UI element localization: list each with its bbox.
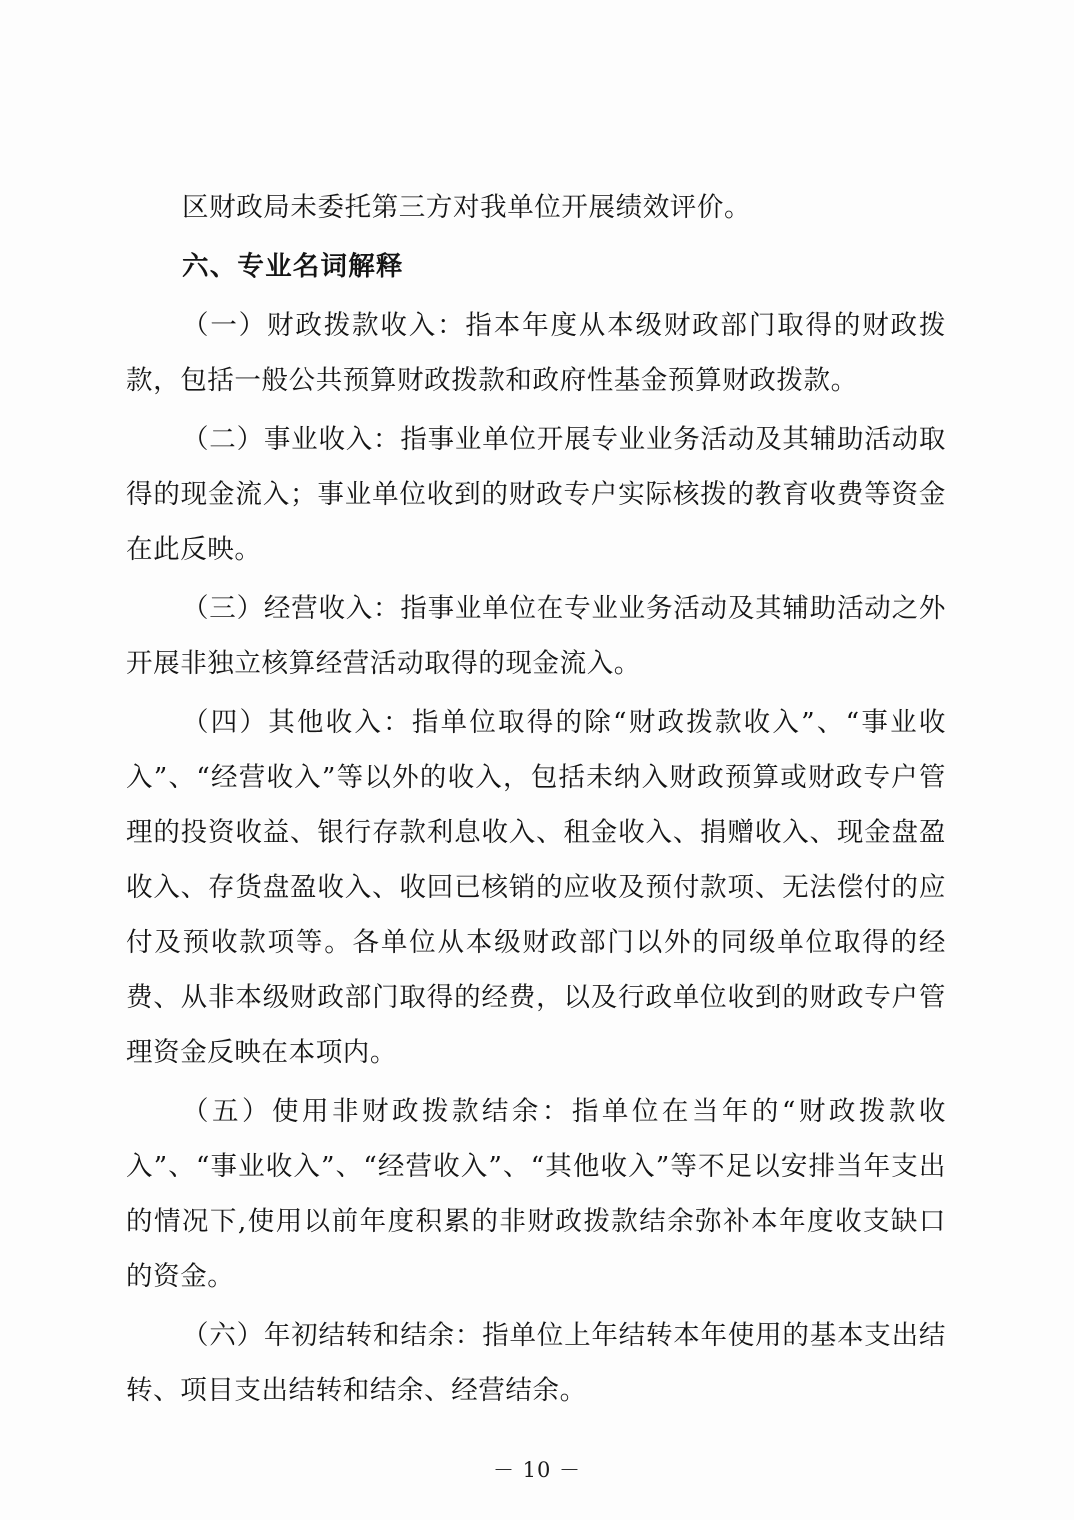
page-number: － 10 －	[492, 1458, 582, 1482]
paragraph-term-6: （六）年初结转和结余：指单位上年结转本年使用的基本支出结转、项目支出结转和结余、经营结余。	[126, 1320, 946, 1406]
paragraph-intro: 区财政局未委托第三方对我单位开展绩效评价。	[182, 192, 752, 223]
paragraph-term-2: （二）事业收入：指事业单位开展专业业务活动及其辅助活动取得的现金流入；事业单位收到的财政专户实际核拨的教育收费等资金在此反映。	[126, 424, 946, 565]
paragraph-term-5: （五）使用非财政拨款结余：指单位在当年的“财政拨款收入”、“事业收入”、“经营收入”、“其他收入”等不足以安排当年支出的情况下,使用以前年度积累的非财政拨款结余弥补本年度收支缺口的资金。	[126, 1096, 946, 1292]
paragraph-term-3: （三）经营收入：指事业单位在专业业务活动及其辅助活动之外开展非独立核算经营活动取得的现金流入。	[126, 593, 946, 679]
paragraph-term-1: （一）财政拨款收入：指本年度从本级财政部门取得的财政拨款，包括一般公共预算财政拨款和政府性基金预算财政拨款。	[126, 310, 946, 396]
section-heading: 六、专业名词解释	[182, 251, 404, 282]
page-content	[126, 180, 946, 1418]
paragraph-term-4: （四）其他收入：指单位取得的除“财政拨款收入”、“事业收入”、“经营收入”等以外的收入，包括未纳入财政预算或财政专户管理的投资收益、银行存款利息收入、租金收入、捐赠收入、现金盘盈收入、存货盘盈收入、收回已核销的应收及预付款项、无法偿付的应付及预收款项等。各单位从本级财政部门以外的同级单位取得的经费、从非本级财政部门取得的经费，以及行政单位收到的财政专户管理资金反映在本项内。	[126, 707, 946, 1068]
